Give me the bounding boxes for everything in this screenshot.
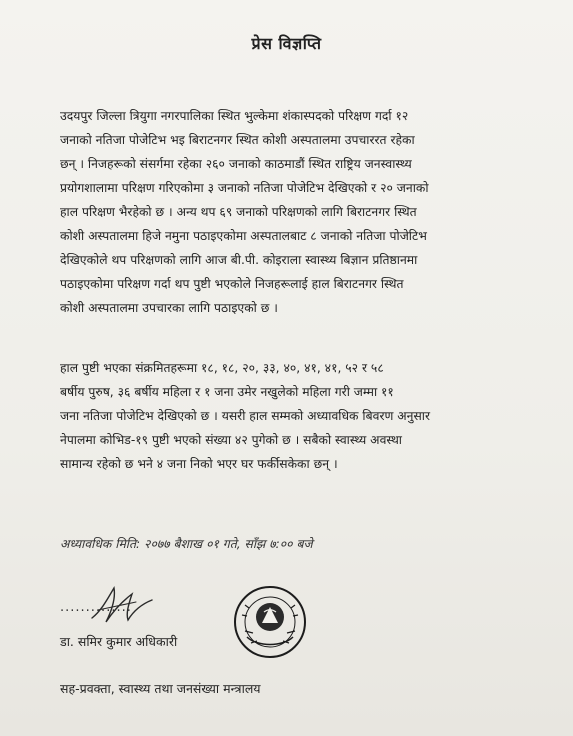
paragraph-line: कोशी अस्पतालमा उपचारका लागि पठाइएको छ । (60, 301, 278, 315)
document-title: प्रेस विज्ञप्ति (251, 34, 322, 53)
paragraph-line: नेपालमा कोभिड-१९ पुष्टी भएको संख्या ४२ पुगेको छ । सबैको स्वास्थ्य अवस्था (60, 433, 402, 447)
paragraph-line: प्रयोगशालामा परिक्षण गरिएकोमा ३ जनाको नतिजा पोजेटिभ देखिएको र २० जनाको (60, 181, 429, 195)
paragraph-1 (60, 104, 538, 320)
signature-line: .............. (60, 600, 132, 615)
handwritten-signature (88, 580, 158, 628)
paragraph-line: देखिएकोले थप परिक्षणको लागि आज बी.पी. कोइराला स्वास्थ्य बिज्ञान प्रतिष्ठानमा (60, 253, 418, 267)
signer-role: सह-प्रवक्ता, स्वास्थ्य तथा जनसंख्या मन्त्रालय (60, 681, 261, 696)
paragraph-line: जना नतिजा पोजेटिभ देखिएको छ । यसरी हाल सम्मको अध्यावधिक बिवरण अनुसार (60, 409, 431, 423)
paragraph-line: छन् । निजहरूको संसर्गमा रहेका २६० जनाको काठमाडौं स्थित राष्ट्रिय जनस्वास्थ्य (60, 157, 412, 171)
paragraph-line: जनाको नतिजा पोजेटिभ भइ बिराटनगर स्थित कोशी अस्पतालमा उपचाररत रहेका (60, 133, 415, 147)
paragraph-line: पठाइएकोमा परिक्षण गर्दा थप पुष्टी भएकोले निजहरूलाई हाल बिराटनगर स्थित (60, 277, 404, 291)
paragraph-line: सामान्य रहेको छ भने ४ जना निको भएर घर फर्कीसकेका छन् । (60, 457, 338, 471)
paragraph-line: कोशी अस्पतालमा हिजे नमुना पठाइएकोमा अस्पतालबाट ८ जनाको नतिजा पोजेटिभ (60, 229, 427, 243)
paragraph-line: हाल पुष्टी भएका संक्रमितहरूमा १८, १८, २०, ३३, ४०, ४१, ४१, ५२ र ५८ (60, 361, 384, 375)
signer-name: डा. समिर कुमार अधिकारी (60, 634, 178, 649)
paragraph-line: उदयपुर जिल्ला त्रियुगा नगरपालिका स्थित भुल्केमा शंकास्पदको परिक्षण गर्दा १२ (60, 109, 409, 123)
ministry-seal-stamp (233, 585, 307, 659)
paragraph-line: हाल परिक्षण भैरहेको छ । अन्य थप ६९ जनाको परिक्षणको लागि बिराटनगर स्थित (60, 205, 417, 219)
paragraph-line: बर्षीय पुरुष, ३६ बर्षीय महिला र १ जना उमेर नखुलेको महिला गरी जम्मा ११ (60, 385, 394, 399)
paragraph-2 (60, 356, 538, 476)
updated-date: अध्यावधिक मिति: २०७७ बैशाख ०१ गते, साँझ ७:०० बजे (60, 537, 313, 551)
